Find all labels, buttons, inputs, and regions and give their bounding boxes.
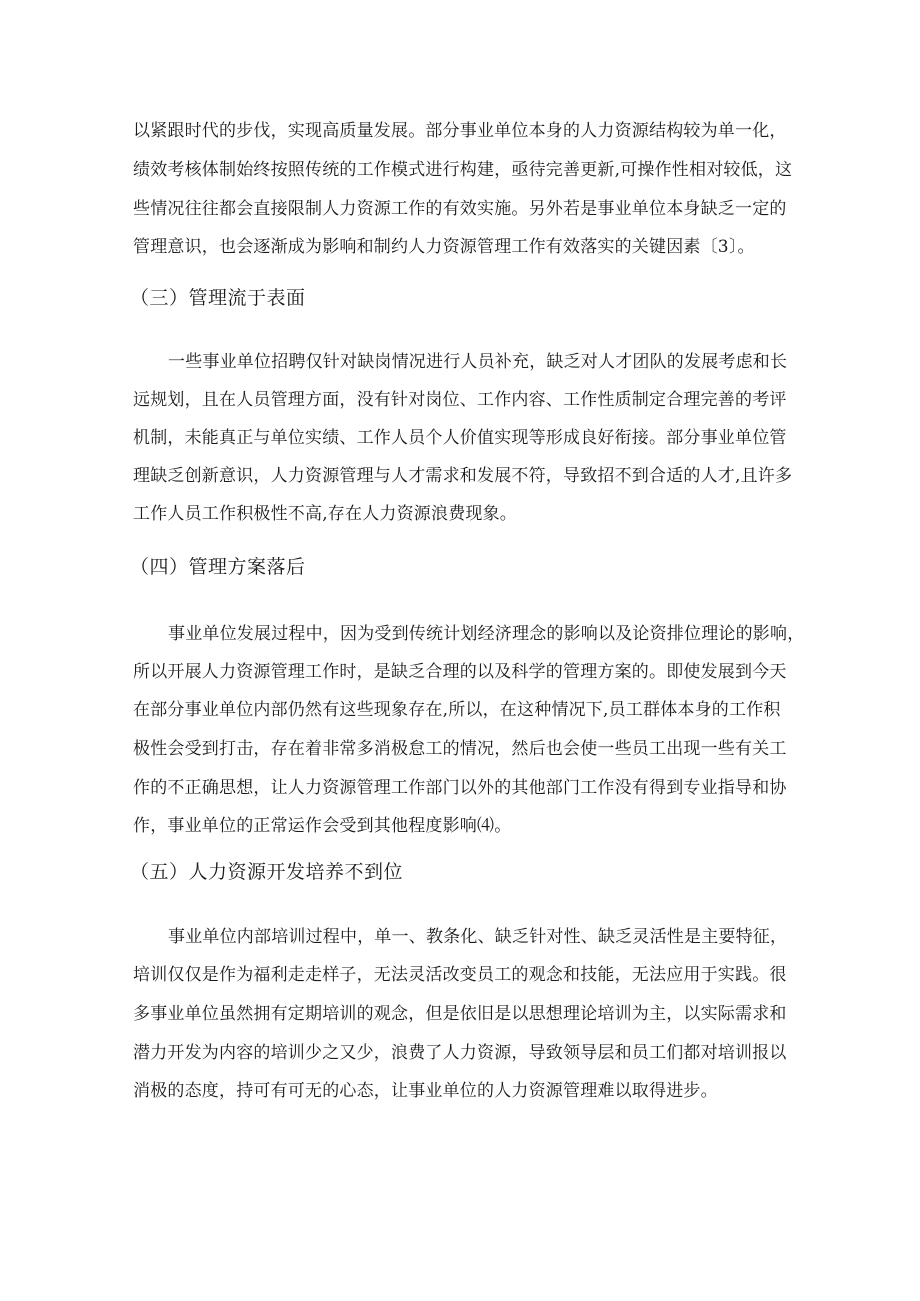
section-5-line: 培训仅仅是作为福利走走样子，无法灵活改变员工的观念和技能，无法应用于实践。很 [133, 965, 787, 985]
section-5-heading: （五）人力资源开发培养不到位 [130, 861, 404, 883]
section-3-line: 远规划，且在人员管理方面，没有针对岗位、工作内容、工作性质制定合理完善的考评 [133, 390, 787, 410]
section-4-line: 作，事业单位的正常运作会受到其他程度影响⑷。 [133, 816, 512, 836]
section-3-line: 一些事业单位招聘仅针对缺岗情况进行人员补充，缺乏对人才团队的发展考虑和长 [168, 352, 788, 372]
section-5-line: 消极的态度，持可有可无的心态，让事业单位的人力资源管理难以取得进步。 [133, 1081, 718, 1101]
section-5-line: 潜力开发为内容的培训少之又少，浪费了人力资源，导致领导层和员工们都对培训报以 [133, 1043, 787, 1063]
paragraph-1-line: 绩效考核体制始终按照传统的工作模式进行构建，亟待完善更新,可操作性相对较低，这 [133, 160, 793, 180]
section-4-heading: （四）管理方案落后 [130, 556, 306, 578]
section-4-line: 作的不正确思想，让人力资源管理工作部门以外的其他部门工作没有得到专业指导和协 [133, 778, 787, 798]
section-4-line: 极性会受到打击，存在着非常多消极怠工的情况，然后也会使一些员工出现一些有关工 [133, 739, 787, 759]
section-3-line: 工作人员工作积极性不高,存在人力资源浪费现象。 [133, 504, 518, 524]
section-3-line: 机制，未能真正与单位实绩、工作人员个人价值实现等形成良好衔接。部分事业单位管 [133, 428, 787, 448]
section-4-line: 在部分事业单位内部仍然有这些现象存在,所以，在这种情况下,员工群体本身的工作积 [133, 700, 781, 720]
section-5-line: 多事业单位虽然拥有定期培训的观念，但是依旧是以思想理论培训为主，以实际需求和 [133, 1004, 787, 1024]
paragraph-1-line: 管理意识，也会逐渐成为影响和制约人力资源管理工作有效落实的关键因素〔3〕。 [133, 237, 755, 257]
section-4-line: 所以开展人力资源管理工作时，是缺乏合理的以及科学的管理方案的。即使发展到今天 [133, 662, 787, 682]
paragraph-1-line: 以紧跟时代的步伐，实现高质量发展。部分事业单位本身的人力资源结构较为单一化， [133, 121, 787, 141]
section-5-line: 事业单位内部培训过程中，单一、教条化、缺乏针对性、缺乏灵活性是主要特征， [168, 927, 788, 947]
section-3-line: 理缺乏创新意识，人力资源管理与人才需求和发展不符，导致招不到合适的人才,且许多 [133, 466, 793, 486]
section-3-heading: （三）管理流于表面 [130, 287, 306, 309]
paragraph-1-line: 些情况往往都会直接限制人力资源工作的有效实施。另外若是事业单位本身缺乏一定的 [133, 199, 787, 219]
section-4-line: 事业单位发展过程中，因为受到传统计划经济理念的影响以及论资排位理论的影响， [168, 624, 805, 644]
